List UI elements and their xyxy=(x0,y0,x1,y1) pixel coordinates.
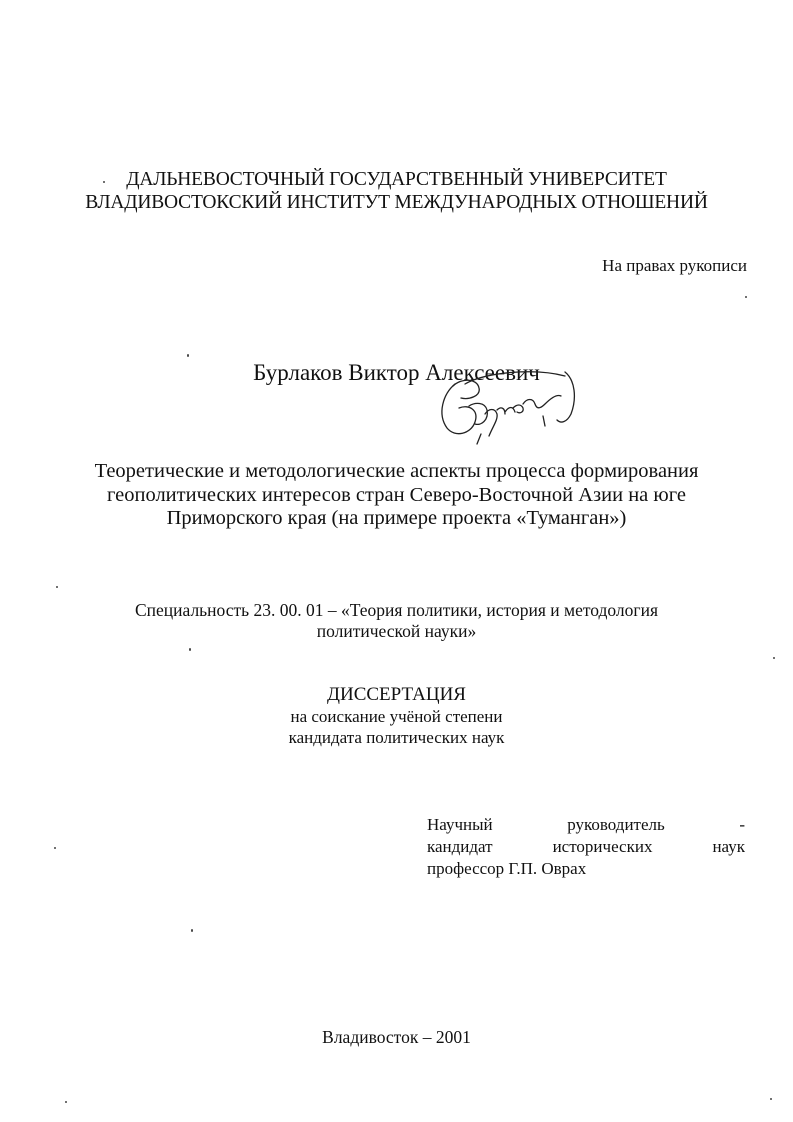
scan-speck xyxy=(54,847,56,849)
advisor-line: профессор Г.П. Оврах xyxy=(427,859,587,878)
author-signature xyxy=(425,364,585,448)
rights-note: На правах рукописи xyxy=(602,256,747,275)
scan-speck xyxy=(773,657,775,659)
scan-speck xyxy=(189,648,191,651)
advisor-word: - xyxy=(739,815,745,834)
degree-description xyxy=(0,706,793,748)
title-line: Теоретические и методологические аспекты процесса формирования xyxy=(94,460,699,482)
scan-speck xyxy=(56,586,58,588)
advisor-word: кандидат xyxy=(427,837,493,856)
advisor-word: наук xyxy=(712,837,745,856)
advisor-line xyxy=(427,836,745,858)
university-name: ДАЛЬНЕВОСТОЧНЫЙ ГОСУДАРСТВЕННЫЙ УНИВЕРСИТЕТ xyxy=(126,169,667,190)
title-line: Приморского края (на примере проекта «Туманган») xyxy=(166,507,627,529)
degree-line: на соискание учёной степени xyxy=(290,707,503,726)
scan-speck xyxy=(187,354,189,357)
scan-speck xyxy=(103,181,105,183)
city-year: Владивосток – 2001 xyxy=(322,1027,471,1047)
advisor-line xyxy=(427,814,745,836)
scan-speck xyxy=(770,1098,772,1100)
institute-name: ВЛАДИВОСТОКСКИЙ ИНСТИТУТ МЕЖДУНАРОДНЫХ ОТНОШЕНИЙ xyxy=(85,192,708,213)
advisor-word: Научный xyxy=(427,815,493,834)
title-line: геополитических интересов стран Северо-Восточной Азии на юге xyxy=(107,483,686,506)
scan-speck xyxy=(191,929,193,932)
scan-speck xyxy=(745,296,747,298)
scientific-advisor xyxy=(427,814,745,880)
advisor-word: исторических xyxy=(552,837,653,856)
specialty xyxy=(0,600,793,642)
specialty-line: политической науки» xyxy=(316,621,477,641)
dissertation-title xyxy=(0,460,793,531)
dissertation-label: ДИССЕРТАЦИЯ xyxy=(327,684,466,705)
advisor-word: руководитель xyxy=(567,815,665,834)
degree-line: кандидата политических наук xyxy=(288,728,505,747)
specialty-line: Специальность 23. 00. 01 – «Теория политики, история и методология xyxy=(134,600,659,620)
institution-header xyxy=(0,168,793,214)
author-name: Бурлаков Виктор Алексеевич xyxy=(253,360,540,385)
scan-speck xyxy=(65,1101,67,1103)
